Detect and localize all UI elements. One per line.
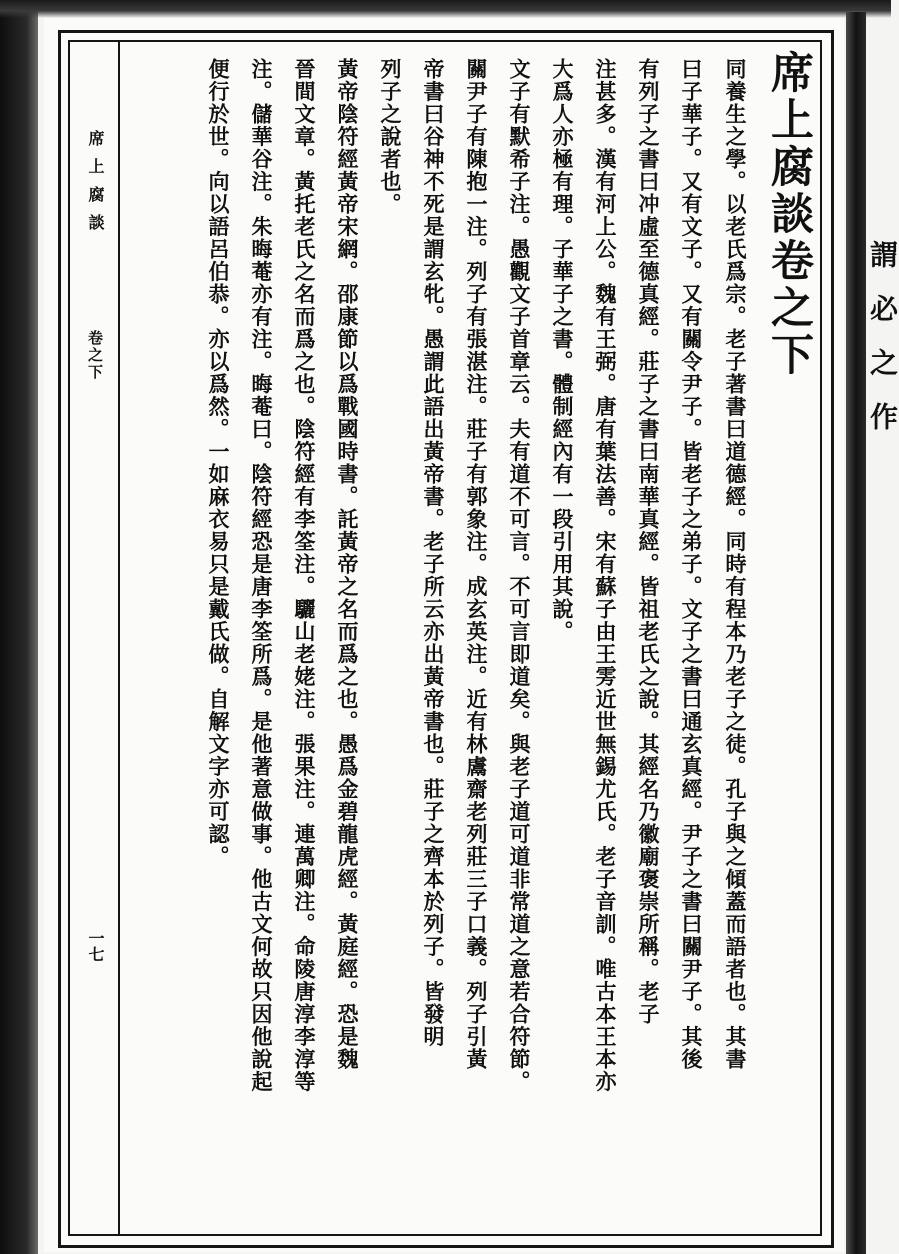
scan-shadow-left <box>0 0 38 1254</box>
text-column: 曰子華子。又有文子。又有關令尹子。皆老子之弟子。文子之書曰通玄真經。尹子之書曰關尹子。其後 <box>679 58 704 1071</box>
text-column: 注甚多。漢有河上公。魏有王弼。唐有葉法善。宋有蘇子由王雱近世無錫尤氏。老子音訓。唯古本王本亦 <box>593 58 618 1093</box>
text-column: 列子之說者也。 <box>378 58 403 216</box>
text-column: 帝書曰谷神不死是謂玄牝。愚謂此語出黃帝書。老子所云亦出黃帝書也。莊子之齊本於列子。皆發明 <box>421 58 446 1048</box>
page-number: 一七 <box>86 930 105 962</box>
text-column: 大爲人亦極有理。子華子之書。體制經內有一段引用其說。 <box>550 58 575 643</box>
text-column: 同養生之學。以老氏爲宗。老子著書曰道德經。同時有程本乃老子之徒。孔子與之傾蓋而語者也。其書 <box>723 58 748 1071</box>
margin-rule <box>118 42 120 1234</box>
page-title: 席上腐談卷之下 <box>764 50 814 379</box>
facing-page-fragment: 謂必之作 <box>866 240 899 456</box>
text-column: 便行於世。向以語呂伯恭。亦以爲然。一如麻衣易只是戴氏做。自解文字亦可認。 <box>206 58 231 868</box>
text-column: 注。儲華谷注。朱晦菴亦有注。晦菴曰。陰符經恐是唐李筌所爲。是他著意做事。他古文何故只因他說起 <box>249 58 274 1093</box>
text-column: 晉間文章。黃托老氏之名而爲之也。陰符經有李筌注。驪山老姥注。張果注。連萬卿注。命陵唐淳李淳等 <box>292 58 317 1093</box>
text-column: 有列子之書曰冲虛至德真經。莊子之書曰南華真經。皆祖老氏之說。其經名乃徽廟褒崇所稱。老子 <box>636 58 661 1026</box>
text-column: 關尹子有陳抱一注。列子有張湛注。莊子有郭象注。成玄英注。近有林鬳齋老列莊三子口義。列子引黃 <box>464 58 489 1071</box>
scan-shadow-top <box>0 0 891 18</box>
book-spine <box>846 12 866 1254</box>
running-volume: 卷之下 <box>86 330 104 381</box>
text-column: 文子有默希子注。愚觀文子首章云。夫有道不可言。不可言即道矣。與老子道可道非常道之意若合符節。 <box>507 58 532 1093</box>
text-column: 黃帝陰符經黃帝宋網。邵康節以爲戰國時書。託黃帝之名而爲之也。愚爲金碧龍虎經。黃庭經。恐是魏 <box>335 58 360 1071</box>
running-title: 席上腐談 <box>86 130 105 242</box>
